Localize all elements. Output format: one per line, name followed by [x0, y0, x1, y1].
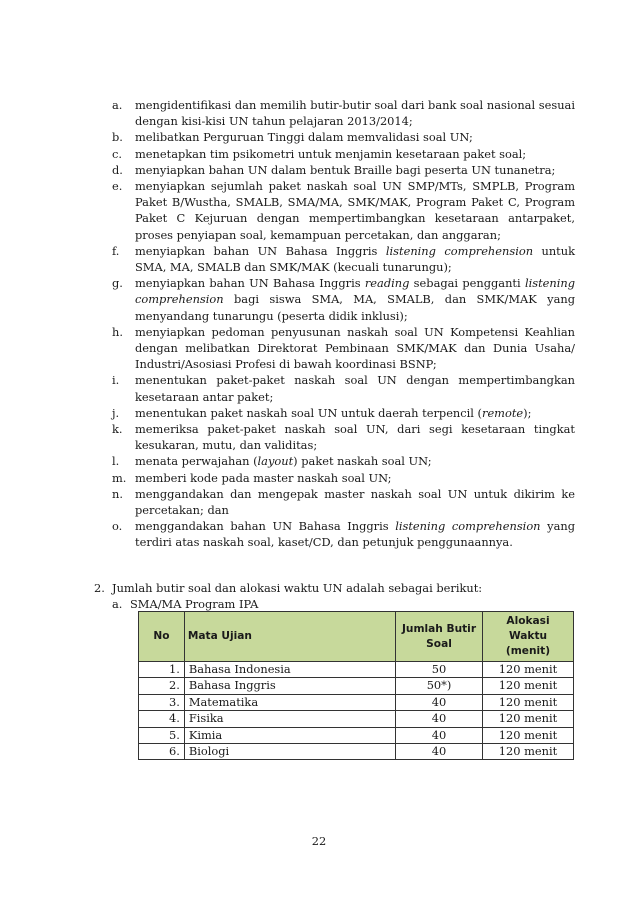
cell-mata-ujian: Biologi: [184, 744, 395, 760]
text-run: yang terdiri atas naskah soal, kaset/CD, dan petunjuk penggunaannya.: [135, 519, 575, 550]
table-row: [139, 694, 574, 710]
list-item: [112, 470, 575, 486]
cell-jumlah: 40: [396, 711, 483, 727]
text-run: memberi kode pada master naskah soal UN;: [135, 470, 392, 485]
text-run: memeriksa paket-paket naskah soal UN, dari segi kesetaraan tingkat kesukaran, mutu, dan validitas;: [135, 422, 575, 453]
header-no: No: [139, 612, 185, 662]
cell-mata-ujian: Kimia: [184, 727, 395, 743]
table-row: [139, 711, 574, 727]
list-item-marker: j.: [112, 405, 120, 420]
list-item: [112, 146, 575, 162]
section-2-text: Jumlah butir soal dan alokasi waktu UN adalah sebagai berikut:: [112, 581, 483, 595]
list-item: [112, 162, 575, 178]
text-run: melibatkan Perguruan Tinggi dalam memvalidasi soal UN;: [135, 130, 473, 145]
italic-term: layout: [257, 454, 294, 469]
italic-term: listening comprehension: [385, 243, 534, 258]
text-run: menyiapkan bahan UN dalam bentuk Braille bagi peserta UN tunanetra;: [135, 162, 556, 177]
italic-term: remote: [482, 405, 524, 420]
list-item-text: [135, 243, 575, 275]
cell-alokasi: 120 menit: [483, 678, 574, 694]
table-header-row: [139, 612, 574, 662]
list-item: [112, 421, 575, 453]
text-run: menyiapkan sejumlah paket naskah soal UN SMP/MTs, SMPLB, Program Paket B/Wustha, SMALB, SMA/MA, SMK/MAK, Program Paket C, Program Paket C Kejuruan dengan mempertimbangkan kesetaraan antarpaket, proses penyiapan soal, kemampuan percetakan, dan anggaran;: [135, 179, 575, 242]
cell-jumlah: 40: [396, 694, 483, 710]
header-mata-ujian: Mata Ujian: [184, 612, 395, 662]
cell-jumlah: 40: [396, 744, 483, 760]
list-item-text: [135, 275, 575, 324]
list-item: [112, 372, 575, 404]
list-item-marker: h.: [112, 324, 123, 339]
list-item-text: [135, 162, 575, 178]
text-run: menentukan paket naskah soal UN untuk daerah terpencil (: [135, 405, 482, 420]
text-run: menggandakan dan mengepak master naskah soal UN untuk dikirim ke percetakan; dan: [135, 486, 575, 518]
list-item: [112, 518, 575, 550]
list-item-marker: b.: [112, 130, 123, 145]
cell-no: 6.: [139, 744, 185, 760]
list-item-text: [135, 372, 575, 404]
cell-no: 1.: [139, 662, 185, 678]
italic-term: listening comprehension: [395, 519, 541, 534]
list-item-text: [135, 129, 575, 145]
section-2a-marker: a.: [112, 597, 123, 611]
text-run: );: [523, 405, 532, 420]
text-run: menetapkan tim psikometri untuk menjamin kesetaraan paket soal;: [135, 146, 527, 161]
list-item-marker: l.: [112, 454, 120, 469]
cell-jumlah: 40: [396, 727, 483, 743]
task-list: [112, 97, 575, 551]
table-body: [139, 662, 574, 760]
table-row: [139, 662, 574, 678]
cell-no: 4.: [139, 711, 185, 727]
list-item: [112, 243, 575, 275]
text-run: bagi siswa SMA, MA, SMALB, dan SMK/MAK yang menyandang tunarungu (peserta didik inklusi);: [135, 292, 575, 323]
text-run: ) paket naskah soal UN;: [293, 454, 432, 469]
text-run: menggandakan bahan UN Bahasa Inggris: [135, 519, 396, 534]
list-item-marker: c.: [112, 146, 123, 161]
section-2-paragraph: [94, 580, 584, 596]
table-row: [139, 678, 574, 694]
italic-term: listening comprehension: [135, 276, 575, 307]
cell-alokasi: 120 menit: [483, 744, 574, 760]
header-alokasi-waktu: Alokasi Waktu (menit): [483, 612, 574, 662]
cell-alokasi: 120 menit: [483, 694, 574, 710]
list-item: [112, 324, 575, 373]
cell-alokasi: 120 menit: [483, 662, 574, 678]
cell-no: 2.: [139, 678, 185, 694]
list-item: [112, 275, 575, 324]
page-number: 22: [311, 834, 327, 848]
list-item-marker: m.: [112, 470, 127, 485]
section-2a-title: SMA/MA Program IPA: [130, 597, 259, 611]
text-run: sebagai pengganti: [409, 276, 525, 291]
cell-alokasi: 120 menit: [483, 711, 574, 727]
list-item-text: [135, 421, 575, 453]
list-item-marker: d.: [112, 162, 123, 177]
list-item-text: [135, 470, 575, 486]
list-item-marker: n.: [112, 486, 123, 501]
list-item-marker: k.: [112, 422, 123, 437]
cell-mata-ujian: Bahasa Inggris: [184, 678, 395, 694]
list-item-text: [135, 324, 575, 373]
cell-alokasi: 120 menit: [483, 727, 574, 743]
list-item-marker: o.: [112, 519, 123, 534]
cell-mata-ujian: Bahasa Indonesia: [184, 662, 395, 678]
list-item: [112, 453, 575, 469]
cell-jumlah: 50*): [396, 678, 483, 694]
list-item: [112, 178, 575, 243]
table-row: [139, 744, 574, 760]
list-item-text: [135, 178, 575, 243]
text-run: menentukan paket-paket naskah soal UN dengan mempertimbangkan kesetaraan antar paket;: [135, 373, 575, 404]
text-run: menyiapkan bahan UN Bahasa Inggris: [135, 243, 386, 258]
cell-mata-ujian: Fisika: [184, 711, 395, 727]
list-item: [112, 405, 575, 421]
list-item-marker: f.: [112, 243, 120, 258]
list-item-text: [135, 486, 575, 518]
text-run: mengidentifikasi dan memilih butir-butir soal dari bank soal nasional sesuai dengan kisi-kisi UN tahun pelajaran 2013/2014;: [135, 98, 575, 129]
cell-no: 5.: [139, 727, 185, 743]
list-item: [112, 97, 575, 129]
list-item-text: [135, 97, 575, 129]
list-item-marker: g.: [112, 276, 123, 291]
cell-mata-ujian: Matematika: [184, 694, 395, 710]
list-item-text: [135, 518, 575, 550]
text-run: menata perwajahan (: [135, 454, 258, 469]
list-item-text: [135, 146, 575, 162]
list-item-text: [135, 405, 575, 421]
exam-allocation-table: [138, 611, 574, 760]
list-item: [112, 486, 575, 518]
section-2a-heading: [112, 596, 258, 612]
list-item-marker: i.: [112, 373, 120, 388]
text-run: menyiapkan pedoman penyusunan naskah soal UN Kompetensi Keahlian dengan melibatkan Direktorat Pembinaan SMK/MAK dan Dunia Usaha/ Industri/Asosiasi Profesi di bawah koordinasi BSNP;: [135, 324, 575, 372]
list-item-marker: e.: [112, 179, 123, 194]
text-run: untuk SMA, MA, SMALB dan SMK/MAK (kecuali tunarungu);: [135, 243, 576, 275]
header-jumlah-butir-soal: Jumlah Butir Soal: [396, 612, 483, 662]
text-run: menyiapkan bahan UN Bahasa Inggris: [135, 276, 365, 291]
list-item-text: [135, 453, 575, 469]
list-item-marker: a.: [112, 98, 123, 112]
italic-term: reading: [364, 276, 410, 291]
section-2-number: 2.: [94, 581, 105, 595]
cell-jumlah: 50: [396, 662, 483, 678]
list-item: [112, 129, 575, 145]
cell-no: 3.: [139, 694, 185, 710]
table-row: [139, 727, 574, 743]
